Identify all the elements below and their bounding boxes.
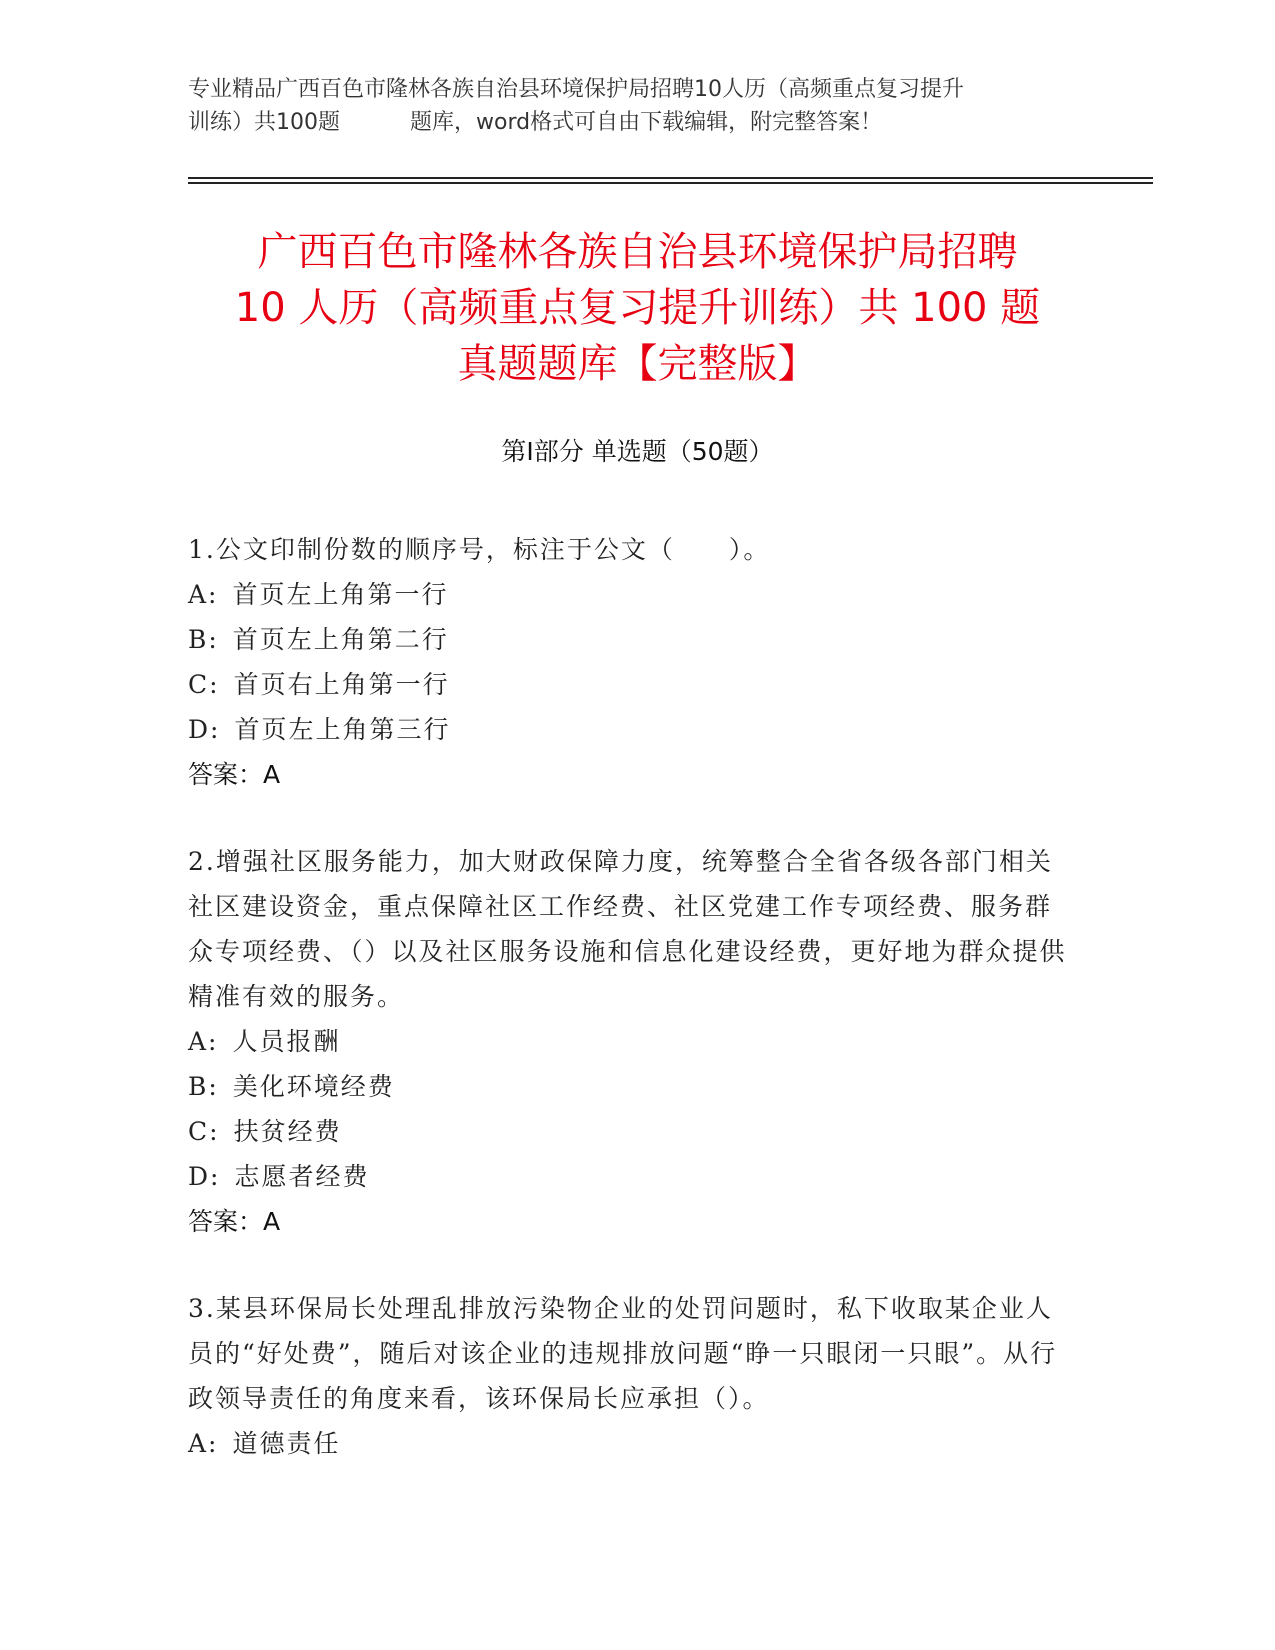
option-text: 人员报酬 — [232, 1027, 341, 1056]
option-a — [188, 1421, 1073, 1466]
option-key: B: — [188, 625, 219, 654]
option-c — [188, 1109, 1073, 1154]
option-c — [188, 662, 1073, 707]
question-stem: 2.增强社区服务能力，加大财政保障力度，统筹整合全省各级各部门相关社区建设资金，重点保障社区工作经费、社区党建工作专项经费、服务群众专项经费、（）以及社区服务设施和信息化建设经费，更好地为群众提供精准有效的服务。 — [188, 847, 1067, 1011]
option-key: B: — [188, 1072, 219, 1101]
option-text: 道德责任 — [232, 1429, 341, 1458]
option-text: 首页左上角第三行 — [234, 715, 451, 744]
option-key: C: — [188, 670, 220, 699]
header-line-2-part-1: 训练）共100题 — [188, 110, 340, 135]
header-line-1: 专业精品广西百色市隆林各族自治县环境保护局招聘10人历（高频重点复习提升 — [188, 77, 964, 102]
question-stem: 3.某县环保局长处理乱排放污染物企业的处罚问题时，私下收取某企业人员的“好处费”，随后对该企业的违规排放问题“睁一只眼闭一只眼”。从行政领导责任的角度来看，该环保局长应承担（）。 — [188, 1294, 1058, 1413]
answer: 答案：A — [188, 1207, 281, 1236]
option-b — [188, 1064, 1073, 1109]
section-title: 第Ⅰ部分 单选题（50题） — [501, 437, 774, 466]
title-line-2: 10 人历（高频重点复习提升训练）共 100 题 — [234, 285, 1041, 331]
option-d — [188, 1154, 1073, 1199]
option-key: C: — [188, 1117, 220, 1146]
question-stem: 1.公文印制份数的顺序号，标注于公文（ ）。 — [188, 535, 771, 564]
option-key: D: — [188, 1162, 221, 1191]
option-key: A: — [188, 1429, 219, 1458]
header-note — [188, 73, 1088, 139]
option-b — [188, 617, 1073, 662]
title-line-3: 真题题库【完整版】 — [457, 341, 818, 387]
option-d — [188, 707, 1073, 752]
question-list — [188, 527, 1073, 1508]
answer: 答案：A — [188, 760, 281, 789]
option-text: 首页左上角第一行 — [232, 580, 449, 609]
option-key: D: — [188, 715, 221, 744]
question-2 — [188, 839, 1073, 1244]
question-3 — [188, 1286, 1073, 1466]
title-line-1: 广西百色市隆林各族自治县环境保护局招聘 — [257, 229, 1018, 275]
header-line-2-part-2: 题库，word格式可自由下载编辑，附完整答案！ — [410, 110, 883, 135]
option-a — [188, 1019, 1073, 1064]
question-1 — [188, 527, 1073, 797]
option-text: 首页右上角第一行 — [233, 670, 450, 699]
option-a — [188, 572, 1073, 617]
header-divider-bottom — [188, 182, 1153, 184]
document-title — [150, 224, 1125, 392]
option-key: A: — [188, 580, 219, 609]
header-divider-top — [188, 177, 1153, 179]
header-line-2 — [188, 106, 1088, 139]
option-text: 美化环境经费 — [232, 1072, 395, 1101]
option-text: 志愿者经费 — [234, 1162, 370, 1191]
option-text: 扶贫经费 — [233, 1117, 342, 1146]
option-text: 首页左上角第二行 — [232, 625, 449, 654]
option-key: A: — [188, 1027, 219, 1056]
